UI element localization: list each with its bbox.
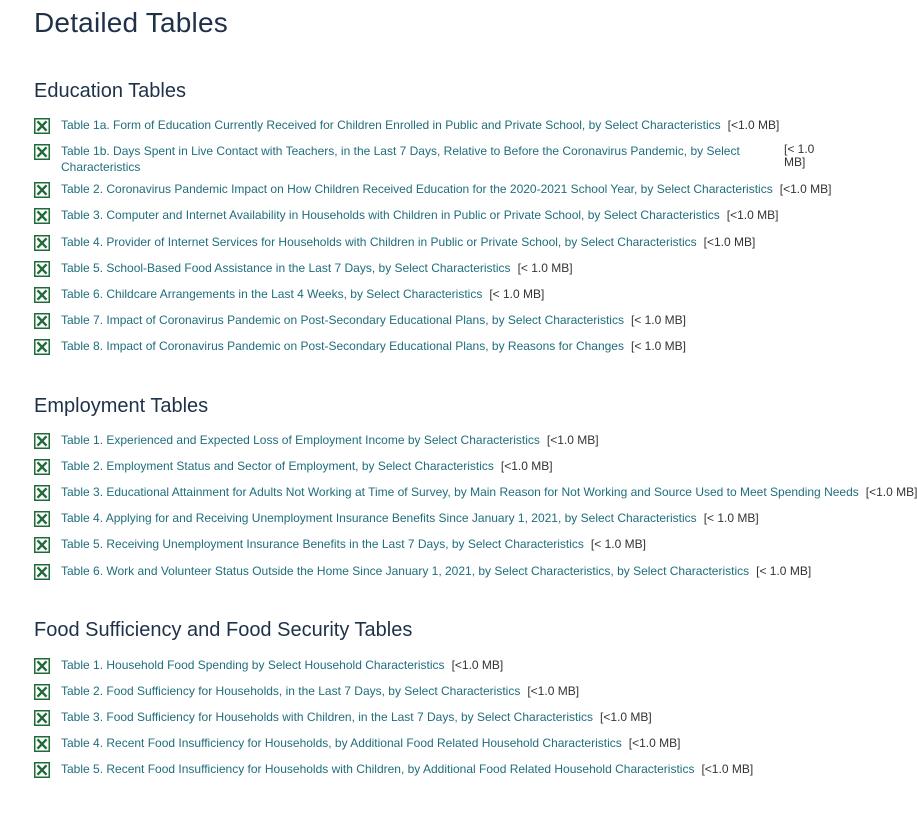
page-title: Detailed Tables bbox=[34, 7, 228, 38]
excel-file-icon[interactable] bbox=[34, 261, 50, 277]
file-size-label: [<1.0 MB] bbox=[779, 182, 832, 196]
table-download-link[interactable]: Table 3. Educational Attainment for Adults Not Working at Time of Survey, by Main Reason for Not Working and Source Used to Meet Spending Needs bbox=[61, 485, 859, 499]
table-download-link[interactable]: Table 5. Recent Food Insufficiency for Households with Children, by Additional Food Related Household Characteristics bbox=[61, 762, 695, 776]
excel-file-icon[interactable] bbox=[34, 118, 50, 134]
excel-file-icon[interactable] bbox=[34, 433, 50, 449]
table-download-link[interactable]: Table 6. Childcare Arrangements in the Last 4 Weeks, by Select Characteristics bbox=[61, 287, 483, 301]
excel-file-icon[interactable] bbox=[34, 511, 50, 527]
excel-file-icon[interactable] bbox=[34, 762, 50, 778]
table-row bbox=[34, 234, 755, 251]
file-size-label: [< 1.0 MB] bbox=[630, 313, 686, 327]
excel-file-icon[interactable] bbox=[34, 537, 50, 553]
table-download-link[interactable]: Table 1a. Form of Education Currently Received for Children Enrolled in Public and Private School, by Select Characteristics bbox=[61, 118, 721, 132]
excel-file-icon[interactable] bbox=[34, 144, 50, 160]
table-row bbox=[34, 709, 652, 726]
file-size-label: [<1.0 MB] bbox=[703, 235, 756, 249]
table-row bbox=[34, 683, 579, 700]
section-title: Education Tables bbox=[34, 80, 186, 102]
excel-file-icon[interactable] bbox=[34, 459, 50, 475]
excel-file-icon[interactable] bbox=[34, 235, 50, 251]
file-size-label: [<1.0 MB] bbox=[628, 736, 681, 750]
excel-file-icon[interactable] bbox=[34, 313, 50, 329]
table-download-link[interactable]: Table 2. Coronavirus Pandemic Impact on How Children Received Education for the 2020-2021 School Year, by Select Characteristics bbox=[61, 182, 773, 196]
excel-file-icon[interactable] bbox=[34, 564, 50, 580]
file-size-label: [< 1.0 MB] bbox=[703, 511, 759, 525]
table-row bbox=[34, 735, 680, 752]
table-download-link[interactable]: Table 1. Household Food Spending by Select Household Characteristics bbox=[61, 658, 445, 672]
table-row bbox=[34, 142, 815, 175]
excel-file-icon[interactable] bbox=[34, 182, 50, 198]
table-row bbox=[34, 484, 917, 501]
excel-file-icon[interactable] bbox=[34, 658, 50, 674]
table-download-link[interactable]: Table 4. Provider of Internet Services for Households with Children in Public or Private School, by Select Characteristics bbox=[61, 235, 697, 249]
table-download-link[interactable]: Table 1b. Days Spent in Live Contact with Teachers, in the Last 7 Days, Relative to Before the Coronavirus Pandemic, by Select Characteristics bbox=[61, 144, 740, 174]
excel-file-icon[interactable] bbox=[34, 339, 50, 355]
file-size-label: [<1.0 MB] bbox=[500, 459, 553, 473]
table-download-link[interactable]: Table 3. Food Sufficiency for Households with Children, in the Last 7 Days, by Select Characteristics bbox=[61, 710, 594, 724]
table-row bbox=[34, 312, 686, 329]
table-download-link[interactable]: Table 4. Applying for and Receiving Unemployment Insurance Benefits Since January 1, 2021, by Select Characteristics bbox=[61, 511, 697, 525]
table-row bbox=[34, 207, 778, 224]
section-title: Employment Tables bbox=[34, 395, 209, 417]
table-row bbox=[34, 338, 686, 355]
excel-file-icon[interactable] bbox=[34, 287, 50, 303]
table-download-link[interactable]: Table 5. School-Based Food Assistance in the Last 7 Days, by Select Characteristics bbox=[61, 261, 511, 275]
table-row bbox=[34, 563, 811, 580]
file-size-label: [<1.0 MB] bbox=[527, 684, 580, 698]
file-size-label: [<1.0 MB] bbox=[865, 485, 917, 499]
section-title: Food Sufficiency and Food Security Tables bbox=[34, 619, 413, 641]
table-row bbox=[34, 761, 753, 778]
excel-file-icon[interactable] bbox=[34, 485, 50, 501]
table-download-link[interactable]: Table 2. Food Sufficiency for Households, in the Last 7 Days, by Select Characteristics bbox=[61, 684, 521, 698]
file-size-label: [<1.0 MB] bbox=[727, 118, 780, 132]
file-size-label: [<1.0 MB] bbox=[600, 710, 652, 724]
file-size-label: [<1.0 MB] bbox=[726, 208, 779, 222]
table-row bbox=[34, 117, 779, 134]
excel-file-icon[interactable] bbox=[34, 684, 50, 700]
file-size-label: [< 1.0 MB] bbox=[590, 537, 646, 551]
file-size-label: [< 1.0 MB] bbox=[489, 287, 545, 301]
table-download-link[interactable]: Table 3. Computer and Internet Availability in Households with Children in Public or Private School, by Select Characteristics bbox=[61, 208, 720, 222]
table-row bbox=[34, 458, 553, 475]
table-row bbox=[34, 536, 646, 553]
table-row bbox=[34, 657, 503, 674]
file-size-label: [< 1.0 MB] bbox=[756, 564, 812, 578]
excel-file-icon[interactable] bbox=[34, 208, 50, 224]
table-row bbox=[34, 260, 573, 277]
file-size-label: [< 1.0 MB] bbox=[630, 339, 687, 353]
excel-file-icon[interactable] bbox=[34, 736, 50, 752]
table-row bbox=[34, 510, 759, 527]
table-download-link[interactable]: Table 6. Work and Volunteer Status Outside the Home Since January 1, 2021, by Select Characteristics, by Select Characteristics bbox=[61, 564, 750, 578]
file-size-label: [< 1.0 MB] bbox=[784, 142, 815, 169]
table-download-link[interactable]: Table 7. Impact of Coronavirus Pandemic on Post-Secondary Educational Plans, by Select Characteristics bbox=[61, 313, 624, 327]
table-row bbox=[34, 286, 544, 303]
table-download-link[interactable]: Table 2. Employment Status and Sector of Employment, by Select Characteristics bbox=[61, 459, 494, 473]
file-size-label: [<1.0 MB] bbox=[701, 762, 754, 776]
table-row bbox=[34, 181, 831, 198]
table-download-link[interactable]: Table 1. Experienced and Expected Loss of Employment Income by Select Characteristics bbox=[61, 433, 540, 447]
file-size-label: [< 1.0 MB] bbox=[517, 261, 573, 275]
file-size-label: [<1.0 MB] bbox=[546, 433, 599, 447]
table-download-link[interactable]: Table 8. Impact of Coronavirus Pandemic on Post-Secondary Educational Plans, by Reasons for Changes bbox=[61, 339, 624, 353]
table-download-link[interactable]: Table 5. Receiving Unemployment Insurance Benefits in the Last 7 Days, by Select Characteristics bbox=[61, 537, 584, 551]
excel-file-icon[interactable] bbox=[34, 710, 50, 726]
table-download-link[interactable]: Table 4. Recent Food Insufficiency for Households, by Additional Food Related Household Characteristics bbox=[61, 736, 622, 750]
file-size-label: [<1.0 MB] bbox=[451, 658, 504, 672]
table-row bbox=[34, 432, 599, 449]
